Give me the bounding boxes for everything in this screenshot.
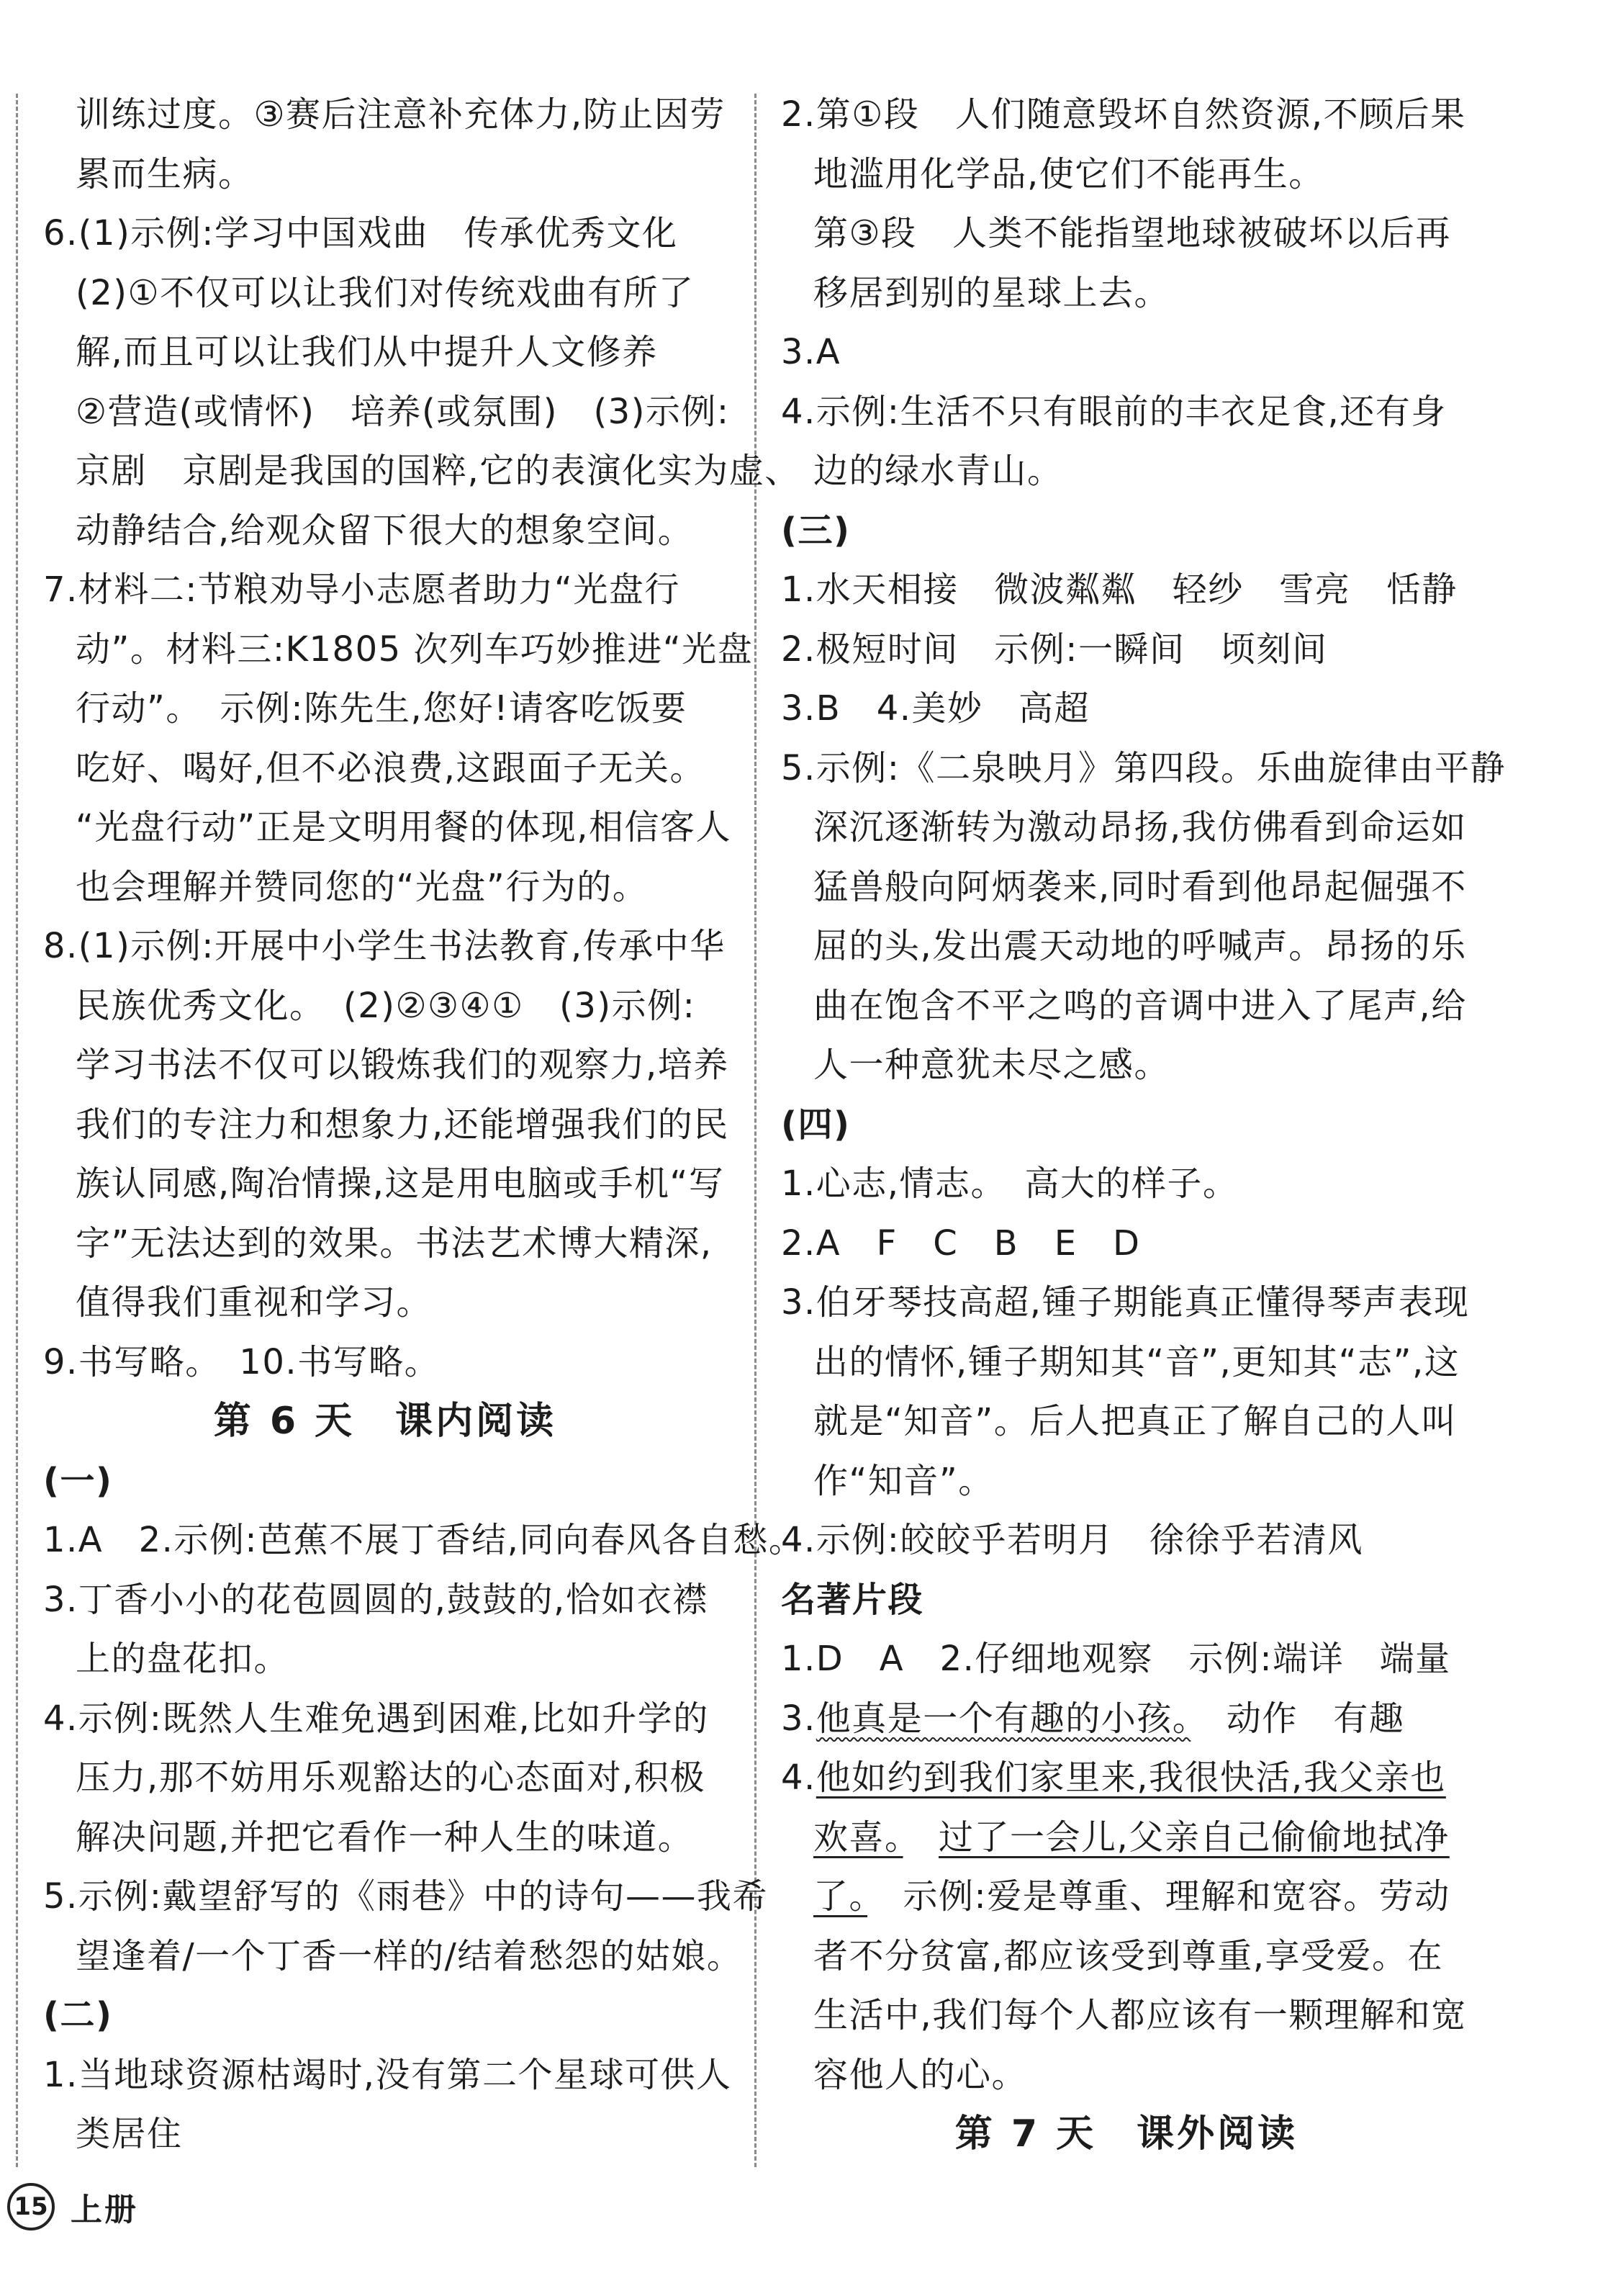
answer-line	[781, 1748, 1472, 1808]
answer-line: 类居住	[76, 2114, 183, 2154]
answer-line: 望逢着/一个丁香一样的/结着愁怨的姑娘。	[76, 1935, 743, 1976]
answer-line: 就是“知音”。后人把真正了解自己的人叫	[813, 1401, 1458, 1441]
answer-line: 1.当地球资源枯竭时,没有第二个星球可供人	[43, 2054, 732, 2095]
answer-line: 值得我们重视和学习。	[76, 1282, 433, 1323]
answer-line: 5.示例:戴望舒写的《雨巷》中的诗句——我希	[43, 1876, 768, 1917]
answer-line: 2.第①段 人们随意毁坏自然资源,不顾后果	[781, 94, 1466, 135]
answer-line: 3.A	[781, 332, 841, 372]
underlined-text: 他如约到我们家里来,我很快活,我父亲也	[816, 1757, 1446, 1798]
answer-line: 1.心志,情志。 高大的样子。	[781, 1163, 1239, 1204]
underlined-text: 过了一会儿,父亲自己偷偷地拭净	[939, 1816, 1450, 1858]
answer-line: 作“知音”。	[813, 1460, 994, 1501]
answer-line: 者不分贫富,都应该受到尊重,享受爱。在	[813, 1935, 1444, 1976]
answer-line: 也会理解并赞同您的“光盘”行为的。	[76, 866, 649, 907]
answer-line: 边的绿水青山。	[813, 451, 1063, 491]
answer-line: 行动”。 示例:陈先生,您好!请客吃饭要	[76, 688, 687, 729]
answer-text: 3.	[781, 1698, 816, 1739]
section-heading: (三)	[781, 510, 851, 551]
day-heading: 第 6 天 课内阅读	[213, 1400, 557, 1443]
answer-line: 学习书法不仅可以锻炼我们的观察力,培养	[76, 1045, 729, 1085]
answer-line: 屈的头,发出震天动地的呼喊声。昂扬的乐	[813, 926, 1467, 966]
answer-line: 9.书写略。 10.书写略。	[43, 1341, 441, 1382]
answer-line: 累而生病。	[76, 153, 254, 194]
column-divider-dashed-rule	[754, 94, 756, 2167]
section-heading: (二)	[43, 1995, 113, 2035]
answer-line: 第③段 人类不能指望地球被破坏以后再	[813, 213, 1452, 253]
underlined-text: 他真是一个有趣的小孩。	[816, 1698, 1191, 1739]
answer-line: 上的盘花扣。	[76, 1639, 290, 1679]
answer-line: 动静结合,给观众留下很大的想象空间。	[76, 510, 694, 551]
answer-line: 移居到别的星球上去。	[813, 272, 1170, 313]
answer-text	[903, 1817, 939, 1858]
section-heading: (一)	[43, 1460, 113, 1501]
answer-line: 动”。材料三:K1805 次列车巧妙推进“光盘	[76, 629, 754, 670]
answer-line: 曲在饱含不平之鸣的音调中进入了尾声,给	[813, 985, 1467, 1026]
answer-line: ②营造(或情怀) 培养(或氛围) (3)示例:	[76, 391, 730, 432]
answer-line: 族认同感,陶冶情操,这是用电脑或手机“写	[76, 1163, 725, 1204]
answer-line	[781, 1867, 1472, 1927]
answer-line: 4.示例:既然人生难免遇到困难,比如升学的	[43, 1698, 709, 1739]
answer-text: 示例:爱是尊重、理解和宽容。劳动	[867, 1876, 1450, 1917]
answer-line: 8.(1)示例:开展中小学生书法教育,传承中华	[43, 926, 726, 966]
right-column	[781, 85, 1506, 2164]
answer-line: 容他人的心。	[813, 2054, 1028, 2095]
answer-line: 京剧 京剧是我国的国粹,它的表演化实为虚、	[76, 451, 800, 491]
section-heading: (四)	[781, 1104, 851, 1145]
answer-line: 深沉逐渐转为激动昂扬,我仿佛看到命运如	[813, 807, 1467, 847]
answer-line: 3.B 4.美妙 高超	[781, 688, 1090, 729]
answer-line: 6.(1)示例:学习中国戏曲 传承优秀文化	[43, 213, 678, 253]
answer-text: 动作 有趣	[1191, 1698, 1405, 1739]
underlined-text: 欢喜。	[813, 1816, 903, 1858]
answer-line: 人一种意犹未尽之感。	[813, 1045, 1170, 1085]
left-column	[43, 85, 805, 2164]
answer-line: 3.丁香小小的花苞圆圆的,鼓鼓的,恰如衣襟	[43, 1579, 708, 1620]
answer-line: 民族优秀文化。 (2)②③④① (3)示例:	[76, 985, 696, 1026]
page-number-badge: 15	[7, 2183, 55, 2230]
day-heading: 第 7 天 课外阅读	[954, 2112, 1298, 2156]
answer-line: 猛兽般向阿炳袭来,同时看到他昂起倔强不	[813, 866, 1467, 907]
section-heading: 名著片段	[781, 1579, 924, 1620]
answer-line: “光盘行动”正是文明用餐的体现,相信客人	[76, 807, 731, 847]
answer-line: 2.A F C B E D	[781, 1223, 1141, 1264]
answer-line: (2)①不仅可以让我们对传统戏曲有所了	[76, 272, 695, 313]
left-margin-dashed-rule	[16, 94, 18, 2167]
answer-line: 1.A 2.示例:芭蕉不展丁香结,同向春风各自愁。	[43, 1520, 805, 1560]
answer-text: 4.	[781, 1757, 816, 1798]
underlined-text: 了。	[813, 1876, 868, 1917]
answer-line: 压力,那不妨用乐观豁达的心态面对,积极	[76, 1757, 706, 1798]
answer-line: 地滥用化学品,使它们不能再生。	[813, 153, 1324, 194]
answer-line: 字”无法达到的效果。书法艺术博大精深,	[76, 1223, 713, 1264]
answer-line: 2.极短时间 示例:一瞬间 顷刻间	[781, 629, 1328, 670]
answer-line: 吃好、喝好,但不必浪费,这跟面子无关。	[76, 747, 706, 788]
answer-line	[781, 1808, 1472, 1868]
answer-line	[781, 1689, 1472, 1749]
answer-line: 4.示例:皎皎乎若明月 徐徐乎若清风	[781, 1520, 1363, 1560]
answer-line: 5.示例:《二泉映月》第四段。乐曲旋律由平静	[781, 747, 1506, 788]
answer-line: 我们的专注力和想象力,还能增强我们的民	[76, 1104, 729, 1145]
answer-line: 1.D A 2.仔细地观察 示例:端详 端量	[781, 1639, 1451, 1679]
answer-line: 解,而且可以让我们从中提升人文修养	[76, 332, 658, 372]
answer-line: 7.材料二:节粮劝导小志愿者助力“光盘行	[43, 570, 680, 610]
answer-line: 出的情怀,锺子期知其“音”,更知其“志”,这	[813, 1341, 1460, 1382]
answer-line: 解决问题,并把它看作一种人生的味道。	[76, 1816, 694, 1858]
book-volume-label: 上册	[71, 2192, 138, 2228]
page-footer	[7, 2182, 138, 2232]
answer-line: 训练过度。③赛后注意补充体力,防止因劳	[76, 94, 726, 135]
answer-line: 1.水天相接 微波粼粼 轻纱 雪亮 恬静	[781, 570, 1458, 610]
answer-line: 4.示例:生活不只有眼前的丰衣足食,还有身	[781, 391, 1447, 432]
answer-line: 3.伯牙琴技高超,锺子期能真正懂得琴声表现	[781, 1282, 1470, 1323]
answer-line: 生活中,我们每个人都应该有一颗理解和宽	[813, 1995, 1467, 2035]
